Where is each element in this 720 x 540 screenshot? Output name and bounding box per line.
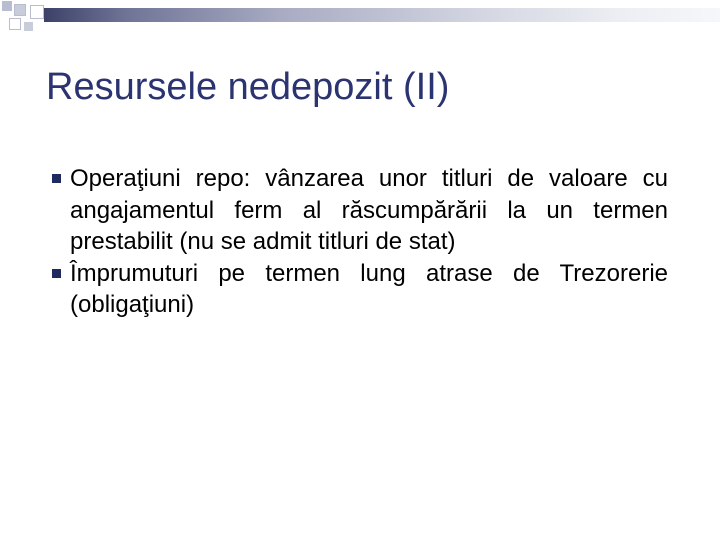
slide-title: Resursele nedepozit (II) (46, 66, 450, 108)
square-bullet-icon (52, 174, 61, 183)
bullet-text: Împrumuturi pe termen lung atrase de Trezorerie (obligaţiuni) (70, 259, 668, 318)
bullet-item (52, 163, 668, 258)
decorative-square (24, 22, 33, 31)
bullet-list (52, 163, 668, 321)
bullet-text: Operaţiuni repo: vânzarea unor titluri de valoare cu angajamentul ferm al răscumpărării la un termen prestabilit (nu se admit titluri de stat) (70, 165, 668, 255)
decorative-square (9, 18, 21, 30)
square-bullet-icon (52, 269, 61, 278)
decorative-square (14, 4, 26, 16)
bullet-item (52, 258, 668, 321)
decorative-square (2, 1, 12, 11)
decorative-square (30, 5, 44, 19)
header-gradient-bar (44, 8, 720, 22)
